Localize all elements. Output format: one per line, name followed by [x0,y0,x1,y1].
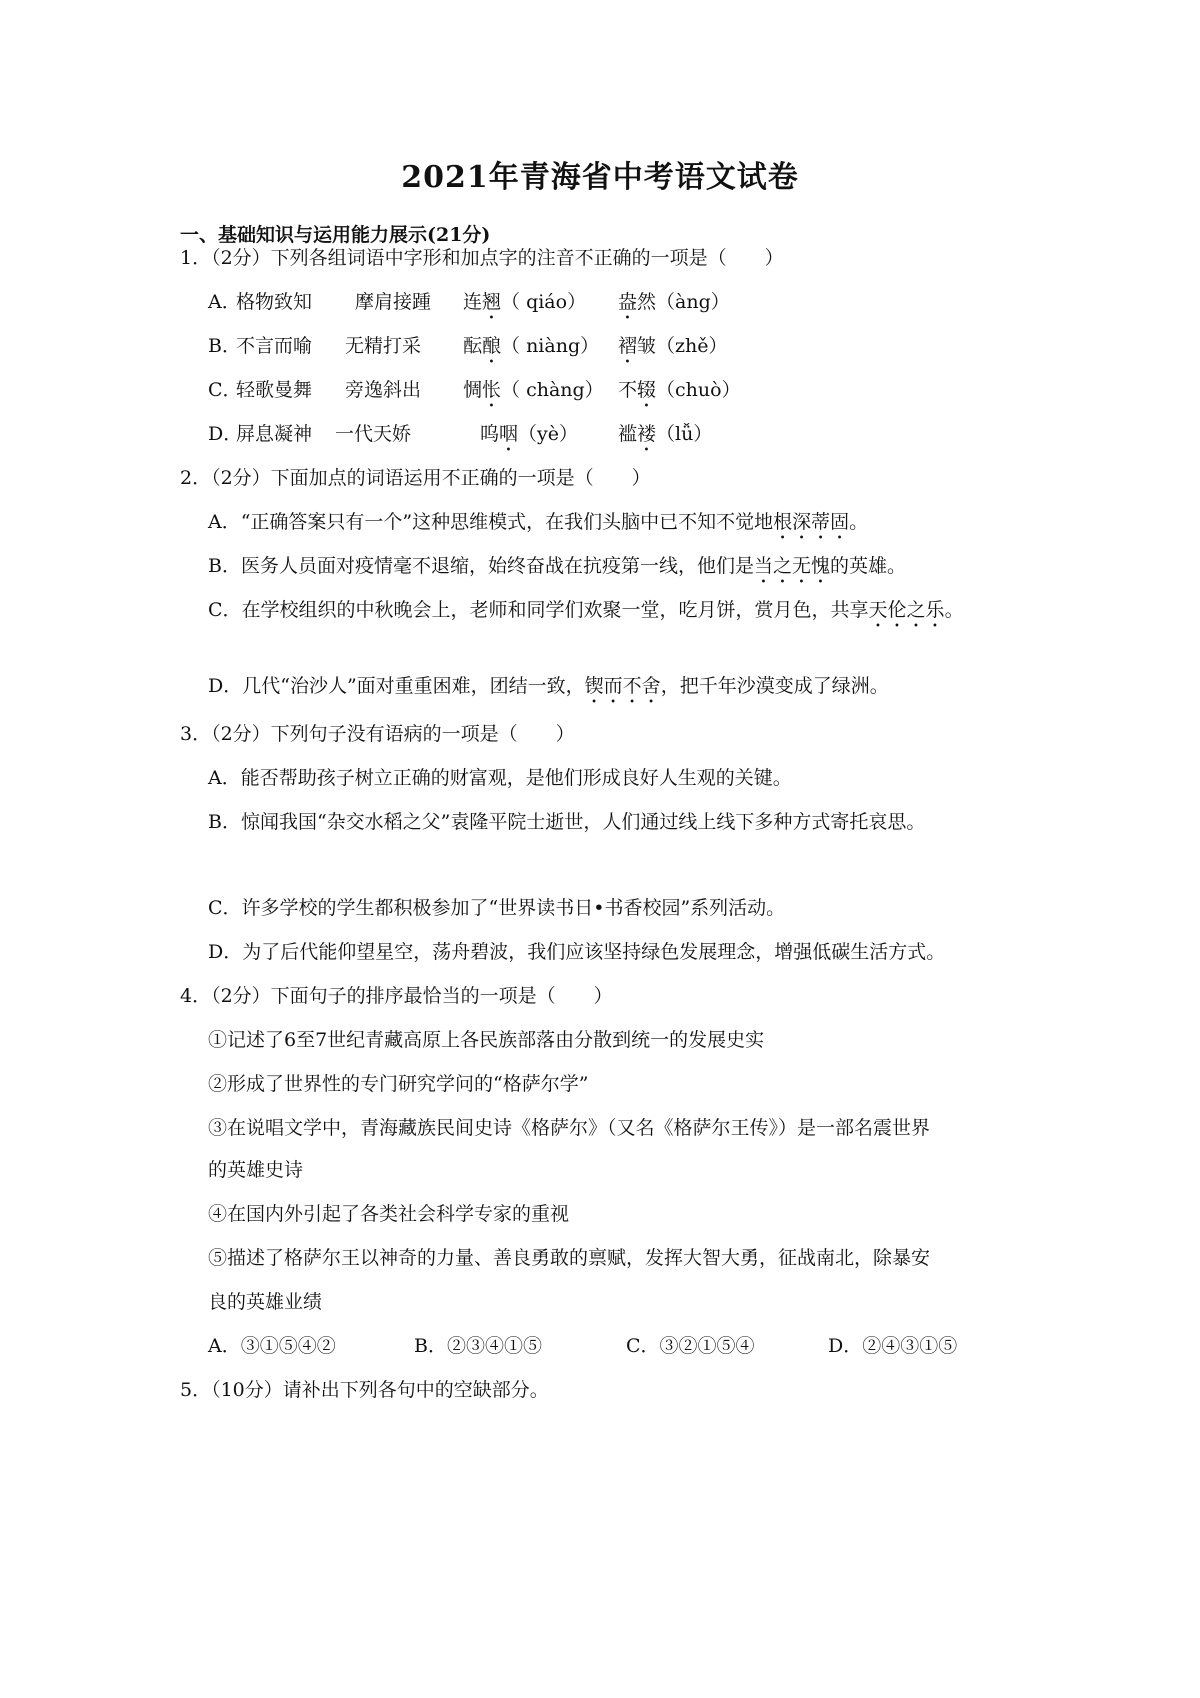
dotted-char: 褶 [618,335,638,357]
q4-sentence-5-cont: 良的英雄业绩 [208,1291,323,1313]
dotted-phrase: 锲而不舍 [584,675,661,697]
exam-title: 2021年青海省中考语文试卷 [401,160,799,195]
q2-option-d: D．几代“治沙人”面对重重困难，团结一致，锲而不舍，把千年沙漠变成了绿洲。 [208,675,889,697]
question-2-stem: 2．（2分）下面加点的词语运用不正确的一项是（ ） [180,467,651,489]
q2-option-c: C．在学校组织的中秋晚会上，老师和同学们欢聚一堂，吃月饼，赏月色，共享天伦之乐。 [208,599,964,621]
question-5-stem: 5．（10分）请补出下列各句中的空缺部分。 [180,1379,549,1401]
dotted-phrase: 天伦之乐 [868,599,945,621]
dotted-phrase: 根深蒂固 [773,511,850,533]
dotted-char: 辍 [637,379,657,401]
q4-sentence-5: ⑤描述了格萨尔王以神奇的力量、善良勇敢的禀赋，发挥大智大勇，征战南北，除暴安 [208,1247,931,1269]
question-3-stem: 3．（2分）下列句子没有语病的一项是（ ） [180,723,575,745]
q2-option-b: B．医务人员面对疫情毫不退缩，始终奋战在抗疫第一线，他们是当之无愧的英雄。 [208,555,906,577]
dotted-char: 盎 [618,291,638,313]
dotted-char: 怅 [482,379,502,401]
q3-option-c: C．许多学校的学生都积极参加了“世界读书日•书香校园”系列活动。 [208,897,786,919]
q4-sentence-1: ①记述了6至7世纪青藏高原上各民族部落由分散到统一的发展史实 [208,1029,765,1051]
q3-option-d: D．为了后代能仰望星空，荡舟碧波，我们应该坚持绿色发展理念，增强低碳生活方式。 [208,941,946,963]
q3-option-a: A．能否帮助孩子树立正确的财富观，是他们形成良好人生观的关键。 [208,767,792,789]
q4-option-d: D．②④③①⑤ [828,1335,958,1357]
section-heading: 一、基础知识与运用能力展示(21分) [180,224,491,246]
question-1-stem: 1．（2分）下列各组词语中字形和加点字的注音不正确的一项是（ ） [180,247,784,269]
q4-sentence-4: ④在国内外引起了各类社会科学专家的重视 [208,1203,570,1225]
q3-option-b: B．惊闻我国“杂交水稻之父”袁隆平院士逝世，人们通过线上线下多种方式寄托哀思。 [208,811,926,833]
dotted-char: 咽 [499,423,519,445]
q2-option-a: A．“正确答案只有一个”这种思维模式，在我们头脑中已不知不觉地根深蒂固。 [208,511,869,533]
dotted-char: 褛 [637,423,657,445]
dotted-phrase: 当之无愧 [753,555,830,577]
q4-option-a: A．③①⑤④② [208,1335,336,1357]
q4-sentence-2: ②形成了世界性的专门研究学问的“格萨尔学” [208,1073,589,1095]
q4-option-c: C．③②①⑤④ [626,1335,755,1357]
dotted-char: 酿 [482,335,502,357]
question-4-stem: 4．（2分）下面句子的排序最恰当的一项是（ ） [180,985,613,1007]
exam-page: 2021年青海省中考语文试卷 一、基础知识与运用能力展示(21分) 1．（2分）下列各组词语中字形和加点字的注音不正确的一项是（ ） A． 格物致知 摩肩接踵 连翘（ qiáo） 盎然（àng） B． 不言而喻 无精打采 酝酿（ niàng） 褶皱（zhě） C． 轻歌曼舞 旁逸斜出 惆怅（ chàng） 不辍（chuò） D． 屏息凝神 一代天娇 呜咽（yè） 褴褛（lǚ） 2．（2分）下面加点的词语运用不正确的一项是（ ） A．“正确答案只有一个”这种思维模式，在我们头脑中已不知不觉地根深蒂固。 B．医务人员面对疫情毫不退缩，始终奋战在抗疫第一线，他们是当之无愧的英雄。 C．在学校组织的中秋晚会上，老师和同学们欢聚一堂，吃月饼，赏月色，共享天伦之乐。 D．几代“治沙人”面对重重困难，团结一致，锲而不舍，把千年沙漠变成了绿洲。 3．（2分）下列句子没有语病的一项是（ ） A．能否帮助孩子树立正确的财富观，是他们形成良好人生观的关键。 B．惊闻我国“杂交水稻之父”袁隆平院士逝世，人们通过线上线下多种方式寄托哀思。 C．许多学校的学生都积极参加了“世界读书日•书香校园”系列活动。 D．为了后代能仰望星空，荡舟碧波，我们应该坚持绿色发展理念，增强低碳生活方式。 4．（2分）下面句子的排序最恰当的一项是（ ） ①记述了6至7世纪青藏高原上各民族部落由分散到统一的发展史实 ②形成了世界性的专门研究学问的“格萨尔学” ③在说唱文学中，青海藏族民间史诗《格萨尔》（又名《格萨尔王传》）是一部名震世界 的英雄史诗 ④在国内外引起了各类社会科学专家的重视 ⑤描述了格萨尔王以神奇的力量、善良勇敢的禀赋，发挥大智大勇，征战南北，除暴安 良的英雄业绩 A．③①⑤④② B．②③④①⑤ C．③②①⑤④ D．②④③①⑤ 5．（10分）请补出下列各句中的空缺部分。 [0,0,1200,1698]
q4-option-b: B．②③④①⑤ [414,1335,542,1357]
dotted-char: 翘 [482,291,502,313]
q4-sentence-3-cont: 的英雄史诗 [208,1159,304,1181]
q4-sentence-3: ③在说唱文学中，青海藏族民间史诗《格萨尔》（又名《格萨尔王传》）是一部名震世界 [208,1117,931,1139]
